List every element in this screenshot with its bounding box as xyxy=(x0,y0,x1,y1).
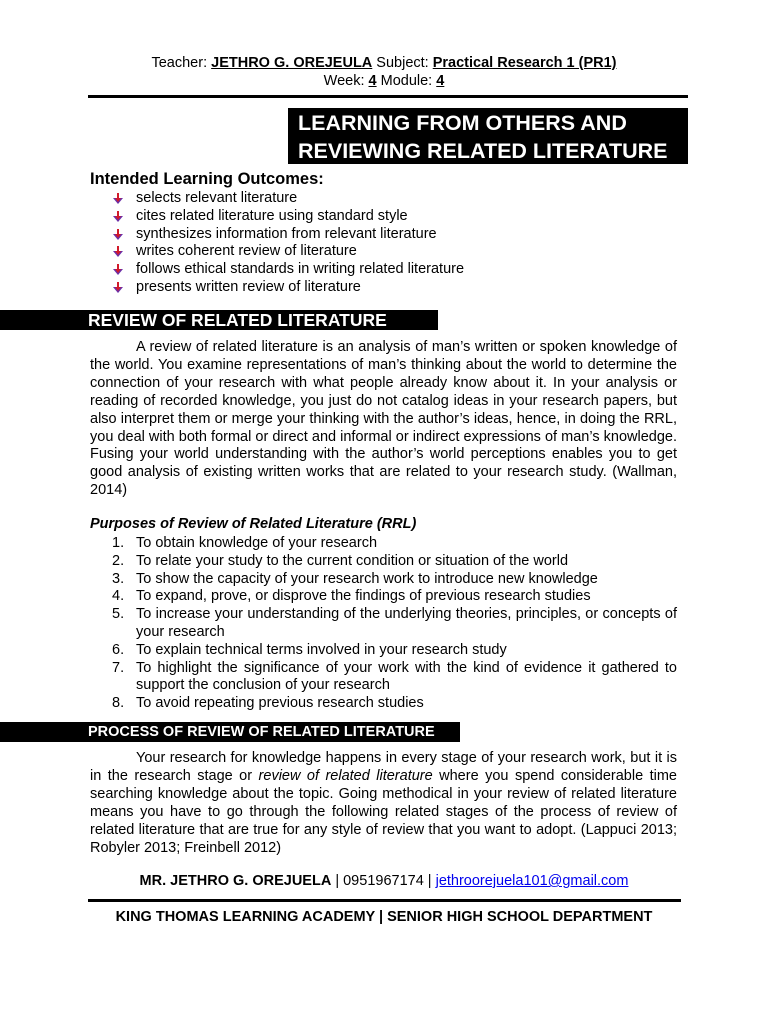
list-item: cites related literature using standard style xyxy=(112,208,464,226)
item-number: 7. xyxy=(112,659,125,676)
list-item: follows ethical standards in writing related literature xyxy=(112,261,464,279)
arrow-down-bullet-icon xyxy=(112,264,124,276)
contact-number: | 0951967174 | xyxy=(331,873,436,889)
list-item: 2. To relate your study to the current condition or situation of the world xyxy=(112,552,569,569)
list-item: 7. To highlight the significance of your work with the kind of evidence it gathered to support the conclusion of your research xyxy=(112,659,677,694)
footer-divider xyxy=(88,899,681,902)
item-number: 2. xyxy=(112,552,125,569)
purposes-list xyxy=(112,535,677,713)
item-number: 8. xyxy=(112,695,125,712)
module-value: 4 xyxy=(436,73,445,89)
header-week-module xyxy=(0,72,768,90)
list-item: 4. To expand, prove, or disprove the findings of previous research studies xyxy=(112,588,591,605)
header-divider xyxy=(88,95,688,98)
week-label: Week: xyxy=(323,73,369,89)
item-number: 1. xyxy=(112,535,125,551)
item-number: 3. xyxy=(112,570,125,587)
list-item: synthesizes information from relevant literature xyxy=(112,226,464,244)
learning-outcomes-heading: Intended Learning Outcomes: xyxy=(90,170,324,188)
learning-outcomes-list xyxy=(112,190,464,297)
title-line-1: LEARNING FROM OTHERS AND xyxy=(298,111,627,135)
purposes-heading: Purposes of Review of Related Literature (RRL) xyxy=(90,516,417,532)
list-item: selects relevant literature xyxy=(112,190,464,208)
title-line-2: REVIEWING RELATED LITERATURE xyxy=(298,139,668,163)
subject-name: Practical Research 1 (PR1) xyxy=(432,55,617,71)
process-paragraph-start: Your research for knowledge happens in every stage of your research work, but it is in the research stage or xyxy=(90,750,677,784)
module-label: Module: xyxy=(376,73,437,89)
school-name: KING THOMAS LEARNING ACADEMY | SENIOR HIGH SCHOOL DEPARTMENT xyxy=(115,909,653,925)
item-number: 6. xyxy=(112,641,125,658)
list-item: 8. To avoid repeating previous research studies xyxy=(112,695,424,712)
item-number: 5. xyxy=(112,606,125,623)
teacher-label: Teacher: xyxy=(151,55,212,71)
header-teacher-subject xyxy=(0,54,768,72)
rrl-section-heading: REVIEW OF RELATED LITERATURE xyxy=(0,310,438,330)
teacher-name: JETHRO G. OREJEULA xyxy=(211,55,373,71)
process-paragraph xyxy=(90,750,677,857)
list-item: 3. To show the capacity of your research work to introduce new knowledge xyxy=(112,570,598,587)
list-item: 6. To explain technical terms involved in your research study xyxy=(112,641,507,658)
footer-contact xyxy=(0,873,768,889)
list-item: writes coherent review of literature xyxy=(112,243,464,261)
item-number: 4. xyxy=(112,588,125,605)
list-item: 5. To increase your understanding of the underlying theories, principles, or concepts of your research xyxy=(112,606,677,640)
email-link[interactable]: jethroorejuela101@gmail.com xyxy=(435,873,629,889)
arrow-down-bullet-icon xyxy=(112,246,124,258)
process-paragraph-emphasis: review of related literature xyxy=(258,767,433,784)
module-title xyxy=(288,108,688,164)
rrl-paragraph xyxy=(90,339,677,500)
list-item: 1. To obtain knowledge of your research xyxy=(112,535,378,551)
arrow-down-bullet-icon xyxy=(112,282,124,294)
author-name: MR. JETHRO G. OREJUELA xyxy=(139,873,332,889)
arrow-down-bullet-icon xyxy=(112,211,124,223)
week-value: 4 xyxy=(368,73,377,89)
arrow-down-bullet-icon xyxy=(112,193,124,205)
subject-label: Subject: xyxy=(372,55,433,71)
rrl-paragraph-text: A review of related literature is an analysis of man’s written or spoken knowledge of the world. You examine representations of man’s thinking about the world to determine the connection of your research with what people already know about it. In your analysis or reading of recorded knowledge, you just do not catalog ideas in your research papers, but also interpret them or merge your thinking with the author’s ideas, hence, in doing the RRL, you deal with both formal or direct and informal or indirect expressions of man’s knowledge. Fusing your world understanding with the author’s world perceptions enables you to get good analysis of existing written works that are related to your research study. (Wallman, 2014) xyxy=(90,339,677,499)
arrow-down-bullet-icon xyxy=(112,229,124,241)
process-paragraph-end: where you spend considerable time searching knowledge about the topic. Going methodical in your review of related literature means you have to go through the following related stages of the process of review of related literature that are true for any style of review that you want to adopt. (Lappuci 2013; Robyler 2013; Freinbell 2012) xyxy=(90,767,677,856)
list-item: presents written review of literature xyxy=(112,279,464,297)
process-section-heading: PROCESS OF REVIEW OF RELATED LITERATURE xyxy=(0,722,460,742)
